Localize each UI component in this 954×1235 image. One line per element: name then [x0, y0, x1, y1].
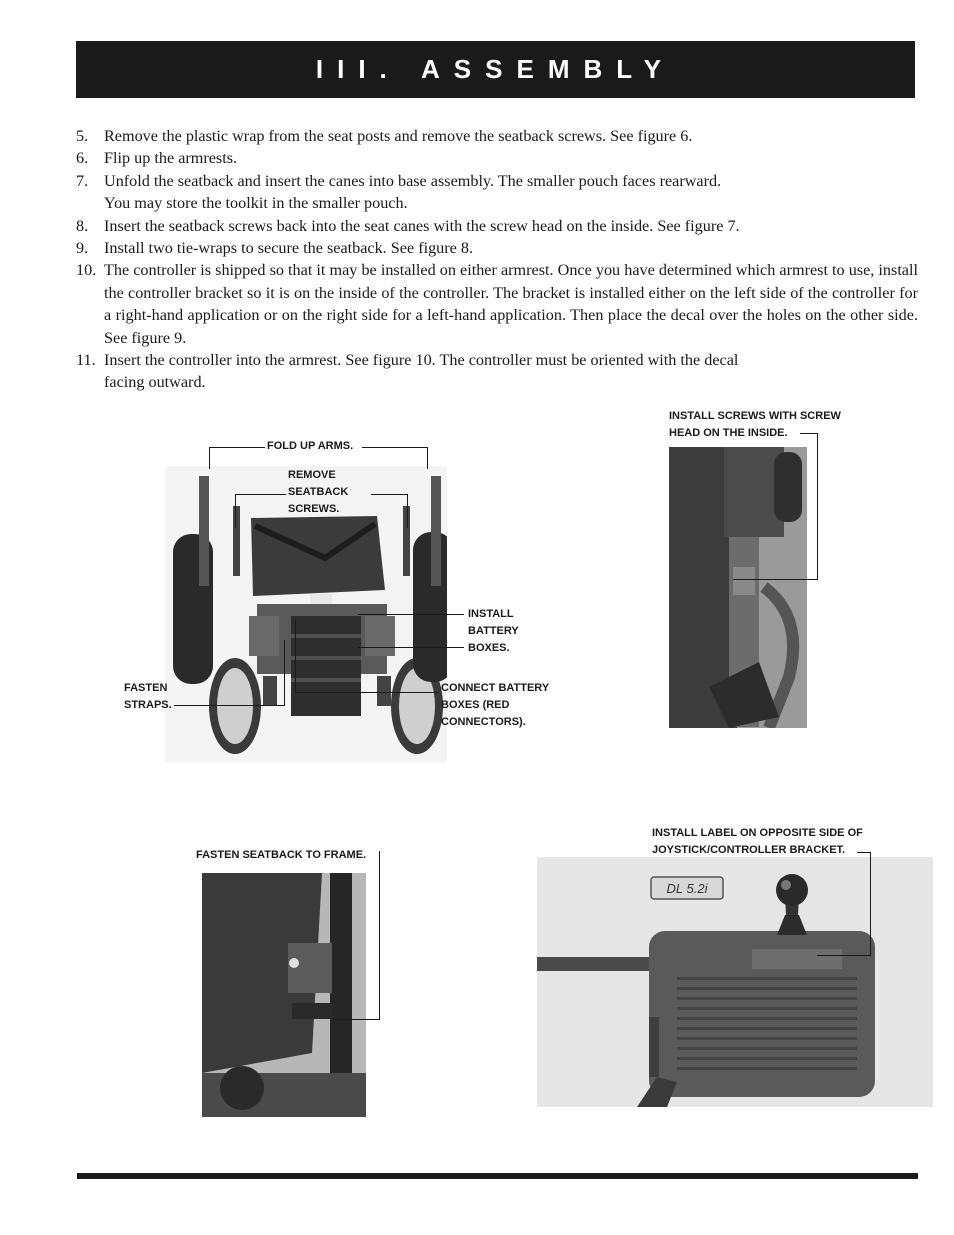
fold-up-arms-callout: FOLD UP ARMS.	[267, 440, 354, 452]
controller-photo	[537, 857, 933, 1107]
model-label: DL 5.2i	[666, 881, 708, 896]
step-item: 6. Flip up the armrests.	[76, 149, 238, 168]
step-item: 5. Remove the plastic wrap from the seat posts and remove the seatback screws. See figure 6.	[76, 127, 693, 145]
footer-rule	[77, 1173, 918, 1179]
step-item: 11. Insert the controller into the armrest. See figure 10. The controller must be oriented with the decal facing outward.	[76, 351, 739, 392]
step-item: 10. The controller is shipped so that it may be installed on either armrest. Once you have determined which armrest to use, install the controller bracket so it is on the inside of the controller. The bracket is installed either on the left side of the controller for a right-hand application or on the right side for a left-hand application. Then place the decal over the holes on the other side. See figure 9.	[76, 261, 918, 347]
install-label-callout: INSTALL LABEL ON OPPOSITE SIDE OF JOYSTICK/CONTROLLER BRACKET.	[652, 827, 863, 856]
step-item: 8. Insert the seatback screws back into the seat canes with the screw head on the inside. See figure 7.	[76, 216, 740, 235]
install-screws-callout: INSTALL SCREWS WITH SCREW HEAD ON THE INSIDE.	[669, 410, 841, 439]
remove-screws-callout: REMOVE SEATBACK SCREWS.	[288, 469, 349, 515]
assembly-steps	[76, 125, 918, 394]
section-title: III. ASSEMBLY	[315, 54, 676, 84]
section-header	[76, 41, 915, 98]
connect-battery-callout: CONNECT BATTERY BOXES (RED CONNECTORS).	[441, 682, 550, 728]
seat-cane-photo	[669, 447, 807, 728]
seatback-frame-photo	[202, 873, 366, 1117]
step-item: 9. Install two tie-wraps to secure the seatback. See figure 8.	[76, 239, 474, 258]
step-item: 7. Unfold the seatback and insert the canes into base assembly. The smaller pouch faces rearward. You may store the toolkit in the smaller pouch.	[76, 171, 722, 213]
install-battery-callout: INSTALL BATTERY BOXES.	[468, 608, 519, 654]
fasten-straps-callout: FASTEN STRAPS.	[124, 682, 172, 711]
fasten-seatback-callout: FASTEN SEATBACK TO FRAME.	[196, 849, 367, 861]
